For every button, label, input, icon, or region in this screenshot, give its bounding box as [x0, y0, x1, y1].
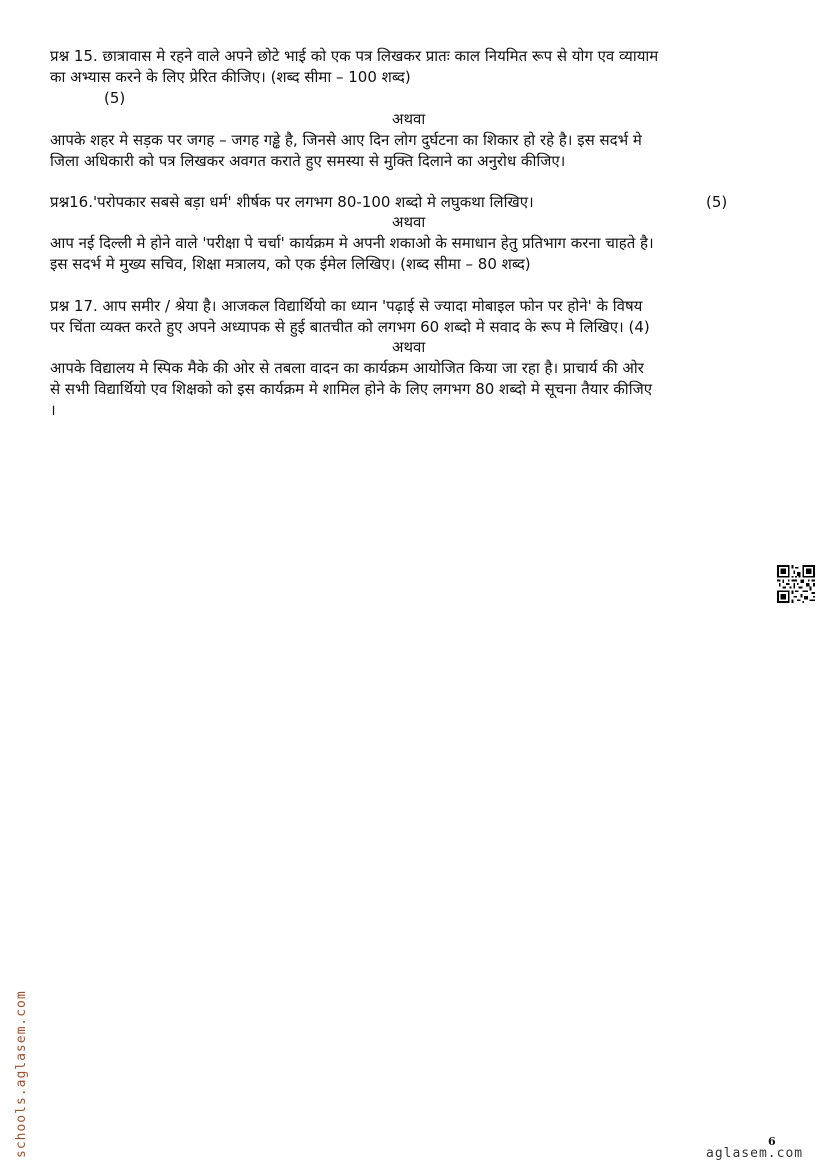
q17-alt-line-3: ।	[50, 401, 56, 419]
q16-marks: (5)	[706, 193, 728, 211]
q15-or-divider: अथवा	[392, 110, 426, 128]
q16-alt-line-1: आप नई दिल्ली मे होने वाले 'परीक्षा पे चर्चा' कार्यक्रम मे अपनी शकाओ के समाधान हेतु प्रतिभाग करना चाहते है।	[50, 234, 654, 252]
q17-alt-line-2: से सभी विद्यार्थियो एव शिक्षको को इस कार्यक्रम मे शामिल होने के लिए लगभग 80 शब्दो मे सूचना तैयार कीजिए	[50, 380, 652, 398]
q15-alt-line-2: जिला अधिकारी को पत्र लिखकर अवगत कराते हुए समस्या से मुक्ति दिलाने का अनुरोध कीजिए।	[50, 152, 566, 170]
q16-or-divider: अथवा	[392, 213, 426, 231]
q15-marks: (5)	[104, 89, 126, 107]
page-number: 6	[768, 1135, 776, 1148]
q17-alt-line-1: आपके विद्यालय मे स्पिक मैके की ओर से तबला वादन का कार्यक्रम आयोजित किया जा रहा है। प्राचार्य की ओर	[50, 359, 644, 377]
q15-alt-line-1: आपके शहर मे सड़क पर जगह – जगह गड्ढे है, जिनसे आए दिन लोग दुर्घटना का शिकार हो रहे है। इस सदर्भ मे	[50, 131, 642, 149]
footer-brand: aglasem.com	[706, 1146, 804, 1161]
q17-or-divider: अथवा	[392, 338, 426, 356]
q15-line-2: का अभ्यास करने के लिए प्रेरित कीजिए। (शब्द सीमा – 100 शब्द)	[50, 68, 411, 86]
q17-line-1: प्रश्न 17. आप समीर / श्रेया है। आजकल विद्यार्थियो का ध्यान 'पढ़ाई से ज्यादा मोबाइल फोन पर होने' के विषय	[50, 297, 643, 315]
q17-line-2: पर चिंता व्यक्त करते हुए अपने अध्यापक से हुई बातचीत को लगभग 60 शब्दो मे सवाद के रूप मे लिखिए। (4)	[50, 318, 650, 336]
q15-line-1: प्रश्न 15. छात्रावास मे रहने वाले अपने छोटे भाई को एक पत्र लिखकर प्रातः काल नियमित रूप से योग एव व्यायाम	[50, 47, 659, 65]
q16-line-1: प्रश्न16.'परोपकार सबसे बड़ा धर्म' शीर्षक पर लगभग 80-100 शब्दो मे लघुकथा लिखिए।	[50, 193, 534, 211]
qr-code-icon	[777, 565, 815, 603]
q16-alt-line-2: इस सदर्भ मे मुख्य सचिव, शिक्षा मत्रालय, को एक ईमेल लिखिए। (शब्द सीमा – 80 शब्द)	[50, 255, 531, 273]
side-watermark: schools.aglasem.com	[14, 990, 29, 1158]
